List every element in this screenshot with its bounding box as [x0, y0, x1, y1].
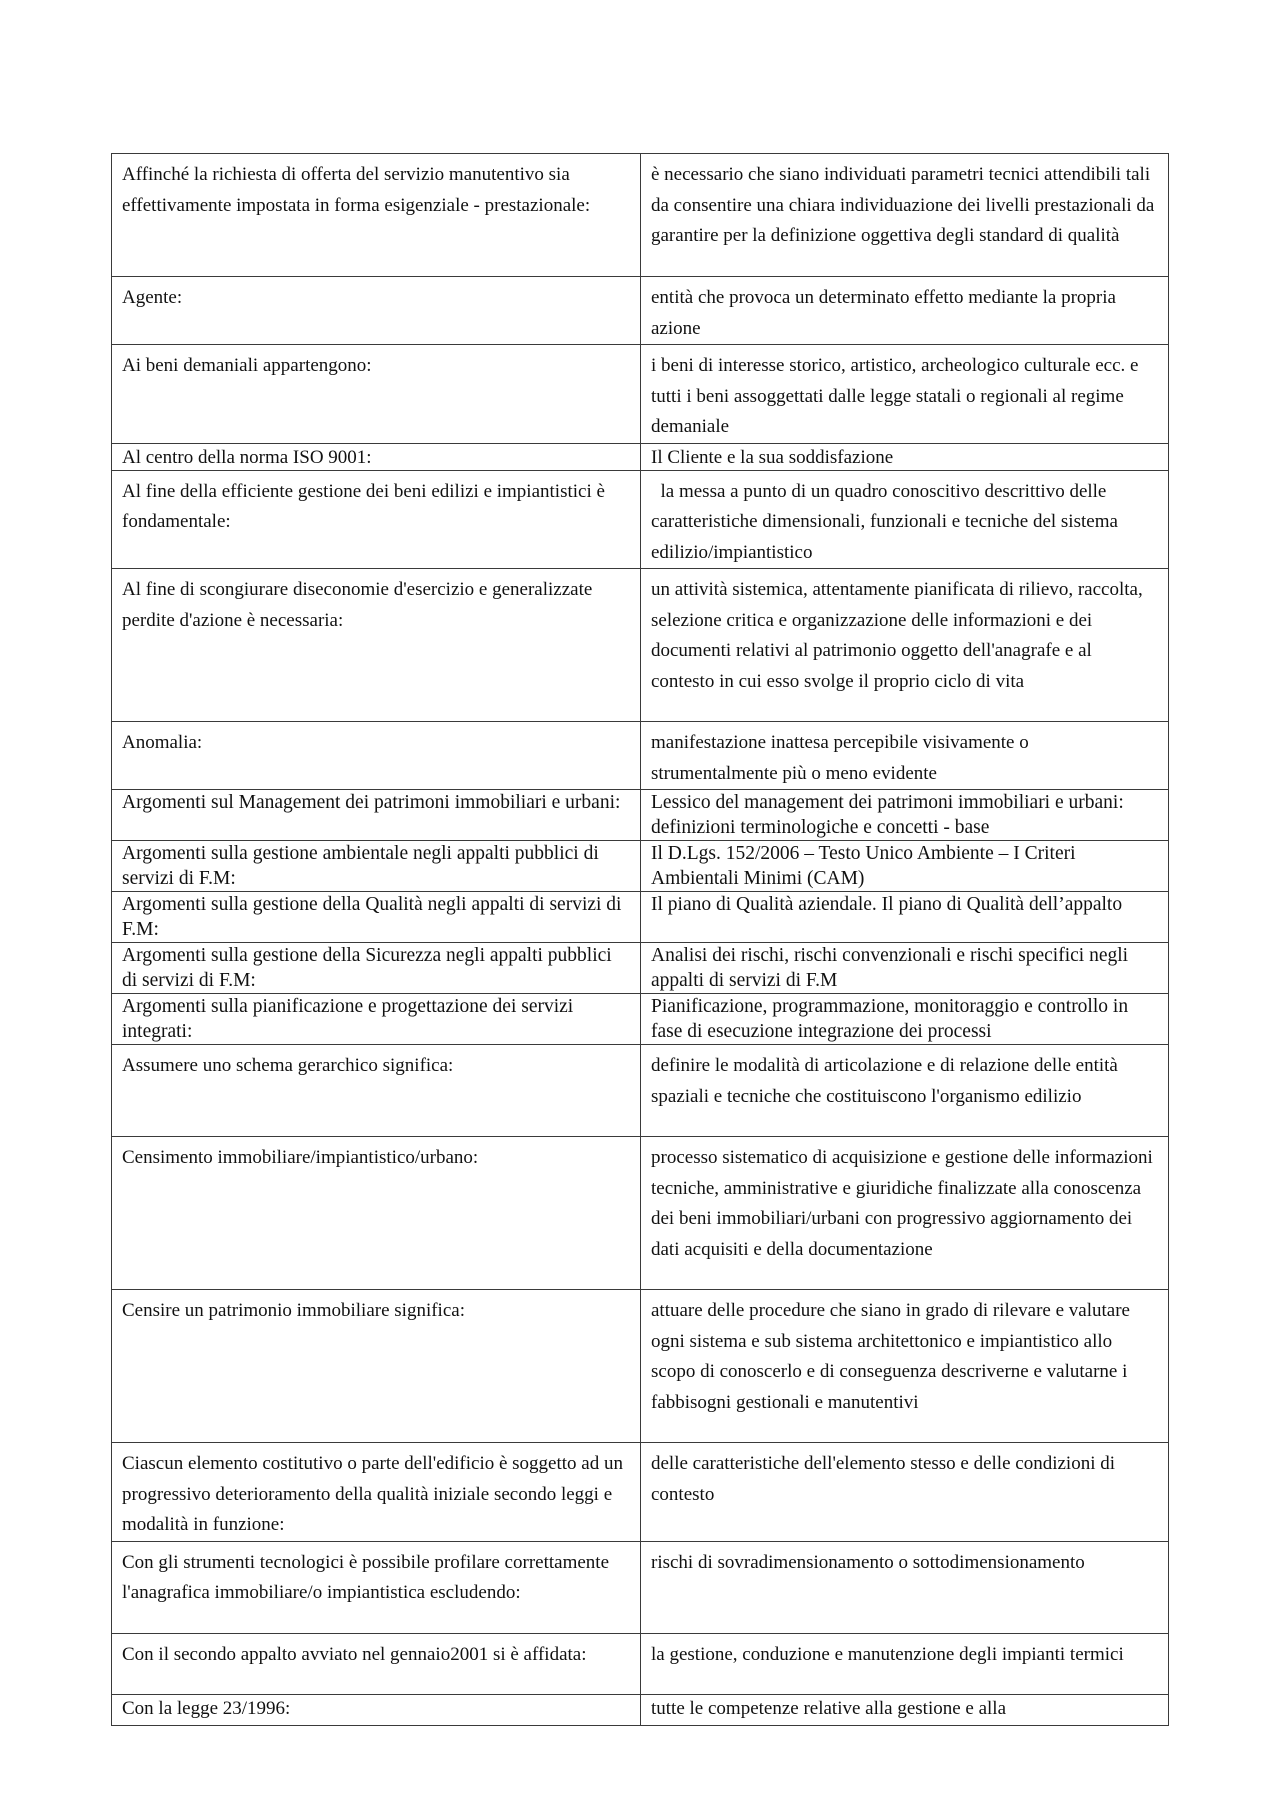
answer-cell: la gestione, conduzione e manutenzione degli impianti termici — [641, 1633, 1169, 1694]
table-row — [112, 1694, 1169, 1725]
answer-cell: definire le modalità di articolazione e di relazione delle entità spaziali e tecniche che costituiscono l'organismo edilizio — [641, 1045, 1169, 1137]
table-row — [112, 841, 1169, 892]
question-cell: Argomenti sulla gestione della Sicurezza negli appalti pubblici di servizi di F.M: — [112, 943, 641, 994]
answer-cell: delle caratteristiche dell'elemento stesso e delle condizioni di contesto — [641, 1443, 1169, 1542]
answer-cell: Pianificazione, programmazione, monitoraggio e controllo in fase di esecuzione integrazione dei processi — [641, 994, 1169, 1045]
glossary-table — [111, 153, 1169, 1726]
table-row — [112, 1541, 1169, 1633]
question-cell: Al centro della norma ISO 9001: — [112, 443, 641, 470]
question-cell: Argomenti sulla gestione ambientale negli appalti pubblici di servizi di F.M: — [112, 841, 641, 892]
question-cell: Censimento immobiliare/impiantistico/urbano: — [112, 1137, 641, 1290]
table-row — [112, 1045, 1169, 1137]
answer-cell: Lessico del management dei patrimoni immobiliari e urbani: definizioni terminologiche e concetti - base — [641, 790, 1169, 841]
question-cell: Affinché la richiesta di offerta del servizio manutentivo sia effettivamente impostata in forma esigenziale - prestazionale: — [112, 154, 641, 277]
table-row — [112, 1633, 1169, 1694]
answer-cell: rischi di sovradimensionamento o sottodimensionamento — [641, 1541, 1169, 1633]
question-cell: Assumere uno schema gerarchico significa: — [112, 1045, 641, 1137]
table-row — [112, 943, 1169, 994]
answer-cell: la messa a punto di un quadro conoscitivo descrittivo delle caratteristiche dimensionali, funzionali e tecniche del sistema edilizio/impiantistico — [641, 470, 1169, 569]
question-cell: Al fine della efficiente gestione dei beni edilizi e impiantistici è fondamentale: — [112, 470, 641, 569]
question-cell: Ai beni demaniali appartengono: — [112, 345, 641, 444]
table-row — [112, 994, 1169, 1045]
question-cell: Con gli strumenti tecnologici è possibile profilare correttamente l'anagrafica immobiliare/o impiantistica escludendo: — [112, 1541, 641, 1633]
answer-cell: i beni di interesse storico, artistico, archeologico culturale ecc. e tutti i beni assoggettati dalle legge statali o regionali al regime demaniale — [641, 345, 1169, 444]
table-row — [112, 1443, 1169, 1542]
answer-cell: Il piano di Qualità aziendale. Il piano di Qualità dell’appalto — [641, 892, 1169, 943]
question-cell: Al fine di scongiurare diseconomie d'esercizio e generalizzate perdite d'azione è necessaria: — [112, 569, 641, 722]
table-row — [112, 790, 1169, 841]
answer-cell: un attività sistemica, attentamente pianificata di rilievo, raccolta, selezione critica e organizzazione delle informazioni e dei documenti relativi al patrimonio oggetto dell'anagrafe e al contesto in cui esso svolge il proprio ciclo di vita — [641, 569, 1169, 722]
question-cell: Ciascun elemento costitutivo o parte dell'edificio è soggetto ad un progressivo deterioramento della qualità iniziale secondo leggi e modalità in funzione: — [112, 1443, 641, 1542]
question-cell: Censire un patrimonio immobiliare significa: — [112, 1290, 641, 1443]
table-row — [112, 722, 1169, 790]
question-cell: Con il secondo appalto avviato nel gennaio2001 si è affidata: — [112, 1633, 641, 1694]
table-row — [112, 345, 1169, 444]
question-cell: Agente: — [112, 277, 641, 345]
table-row — [112, 470, 1169, 569]
answer-cell: manifestazione inattesa percepibile visivamente o strumentalmente più o meno evidente — [641, 722, 1169, 790]
question-cell: Argomenti sul Management dei patrimoni immobiliari e urbani: — [112, 790, 641, 841]
table-row — [112, 154, 1169, 277]
question-cell: Con la legge 23/1996: — [112, 1694, 641, 1725]
table-row — [112, 569, 1169, 722]
table-row — [112, 1290, 1169, 1443]
question-cell: Argomenti sulla pianificazione e progettazione dei servizi integrati: — [112, 994, 641, 1045]
answer-cell: entità che provoca un determinato effetto mediante la propria azione — [641, 277, 1169, 345]
table-row — [112, 443, 1169, 470]
question-cell: Anomalia: — [112, 722, 641, 790]
answer-cell: è necessario che siano individuati parametri tecnici attendibili tali da consentire una chiara individuazione dei livelli prestazionali da garantire per la definizione oggettiva degli standard di qualità — [641, 154, 1169, 277]
question-cell: Argomenti sulla gestione della Qualità negli appalti di servizi di F.M: — [112, 892, 641, 943]
answer-cell: tutte le competenze relative alla gestione e alla — [641, 1694, 1169, 1725]
answer-cell: Il D.Lgs. 152/2006 – Testo Unico Ambiente – I Criteri Ambientali Minimi (CAM) — [641, 841, 1169, 892]
answer-cell: Il Cliente e la sua soddisfazione — [641, 443, 1169, 470]
answer-cell: attuare delle procedure che siano in grado di rilevare e valutare ogni sistema e sub sistema architettonico e impiantistico allo scopo di conoscerlo e di conseguenza descriverne e valutarne i fabbisogni gestionali e manutentivi — [641, 1290, 1169, 1443]
table-row — [112, 277, 1169, 345]
table-row — [112, 1137, 1169, 1290]
answer-cell: processo sistematico di acquisizione e gestione delle informazioni tecniche, amministrative e giuridiche finalizzate alla conoscenza dei beni immobiliari/urbani con progressivo aggiornamento dei dati acquisiti e della documentazione — [641, 1137, 1169, 1290]
answer-cell: Analisi dei rischi, rischi convenzionali e rischi specifici negli appalti di servizi di F.M — [641, 943, 1169, 994]
table-row — [112, 892, 1169, 943]
